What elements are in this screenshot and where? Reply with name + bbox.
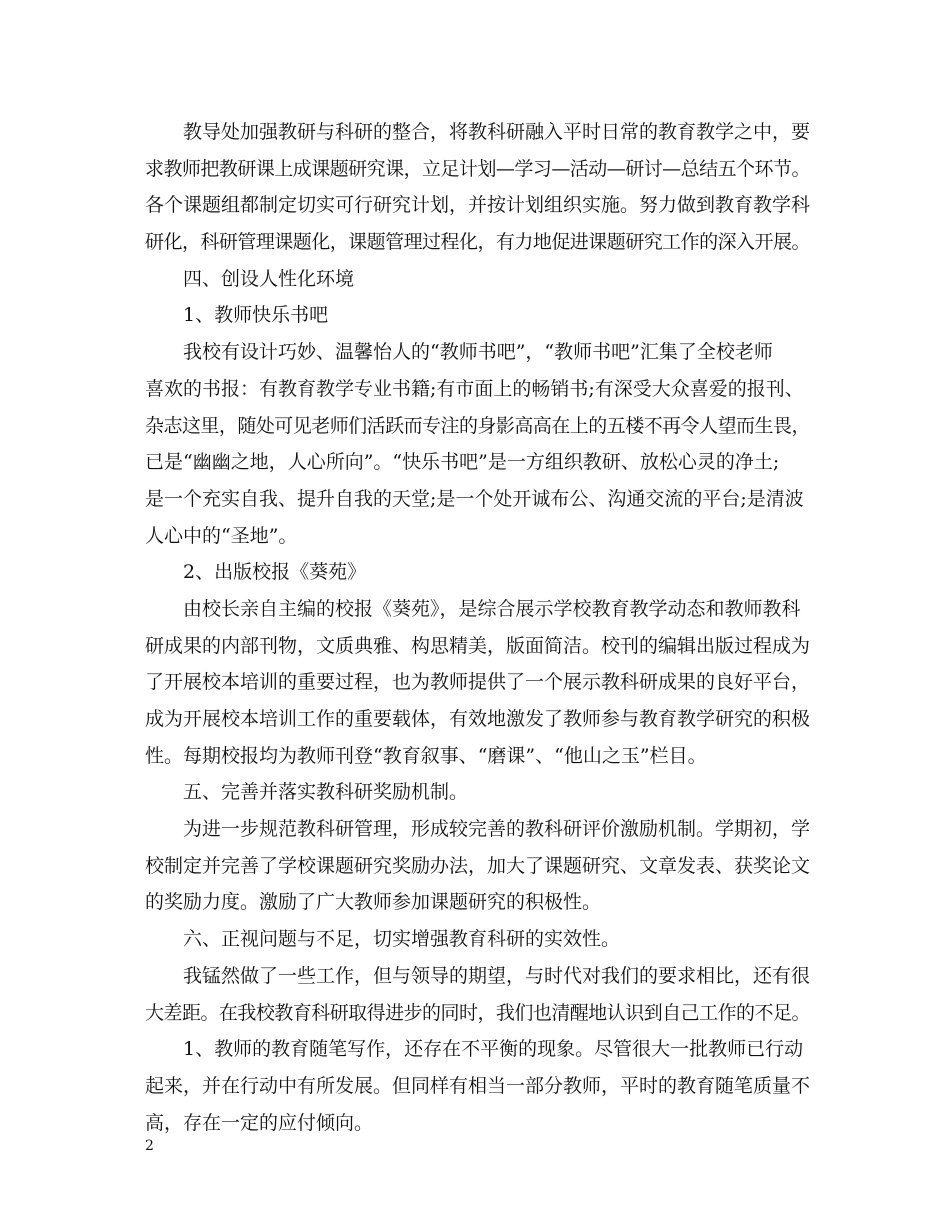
text-line: 已是“幽幽之地，人心所向”。“快乐书吧”是一方组织教研、放松心灵的净土;: [145, 451, 780, 474]
text-line: 研成果的内部刊物，文质典雅、构思精美，版面简洁。校刊的编辑出版过程成为: [145, 634, 811, 657]
text-line: 性。每期校报均为教师刊登“教育叙事、“磨课”、“他山之玉”栏目。: [145, 744, 707, 767]
text-line: 人心中的“圣地”。: [145, 524, 298, 547]
text-line: 2、出版校报《葵苑》: [183, 561, 367, 584]
text-line: 是一个充实自我、提升自我的天堂;是一个处开诚布公、沟通交流的平台;是清波: [145, 487, 804, 510]
text-line: 四、创设人性化环境: [183, 267, 355, 290]
text-line: 了开展校本培训的重要过程，也为教师提供了一个展示教科研成果的良好平台，: [145, 671, 811, 694]
text-line: 的奖励力度。激励了广大教师参加课题研究的积极性。: [145, 891, 602, 914]
text-line: 1、教师快乐书吧: [183, 304, 329, 327]
text-line: 教导处加强教研与科研的整合，将教科研融入平时日常的教育教学之中，要: [183, 121, 811, 143]
text-line: 起来，并在行动中有所发展。但同样有相当一部分教师，平时的教育随笔质量不: [145, 1074, 811, 1097]
text-line: 六、正视问题与不足，切实增强教育科研的实效性。: [183, 928, 621, 951]
text-line: 为进一步规范教科研管理，形成较完善的教科研评价激励机制。学期初，学: [183, 818, 811, 841]
text-line: 成为开展校本培训工作的重要载体，有效地激发了教师参与教育教学研究的积极: [145, 708, 811, 730]
text-line: 喜欢的书报：有教育教学专业书籍;有市面上的畅销书;有深受大众喜爱的报刊、: [145, 377, 804, 400]
text-line: 各个课题组都制定切实可行研究计划，并按计划组织实施。努力做到教育教学科: [145, 194, 811, 217]
text-line: 1、教师的教育随笔写作，还存在不平衡的现象。尽管很大一批教师已行动: [183, 1038, 804, 1061]
text-line: 求教师把教研课上成课题研究课，立足计划—学习—活动—研讨—总结五个环节。: [145, 157, 810, 180]
text-line: 杂志这里，随处可见老师们活跃而专注的身影高高在上的五楼不再令人望而生畏，: [145, 414, 810, 437]
page-number: 2: [145, 1138, 154, 1154]
body-text: [145, 114, 810, 1141]
text-line: 研化，科研管理课题化，课题管理过程化，有力地促进课题研究工作的深入开展。: [145, 231, 810, 254]
text-line: 五、完善并落实教科研奖励机制。: [183, 781, 469, 804]
text-line: 高，存在一定的应付倾向。: [145, 1111, 374, 1134]
text-line: 校制定并完善了学校课题研究奖励办法，加大了课题研究、文章发表、获奖论文: [145, 854, 811, 877]
text-line: 我校有设计巧妙、温馨怡人的“教师书吧”，“教师书吧”汇集了全校老师: [183, 341, 773, 364]
text-line: 由校长亲自主编的校报《葵苑》，是综合展示学校教育教学动态和教师教科: [183, 597, 801, 620]
text-line: 大差距。在我校教育科研取得进步的同时，我们也清醒地认识到自己工作的不足。: [145, 1001, 810, 1024]
text-line: 我锰然做了一些工作，但与领导的期望，与时代对我们的要求相比，还有很: [183, 964, 811, 987]
